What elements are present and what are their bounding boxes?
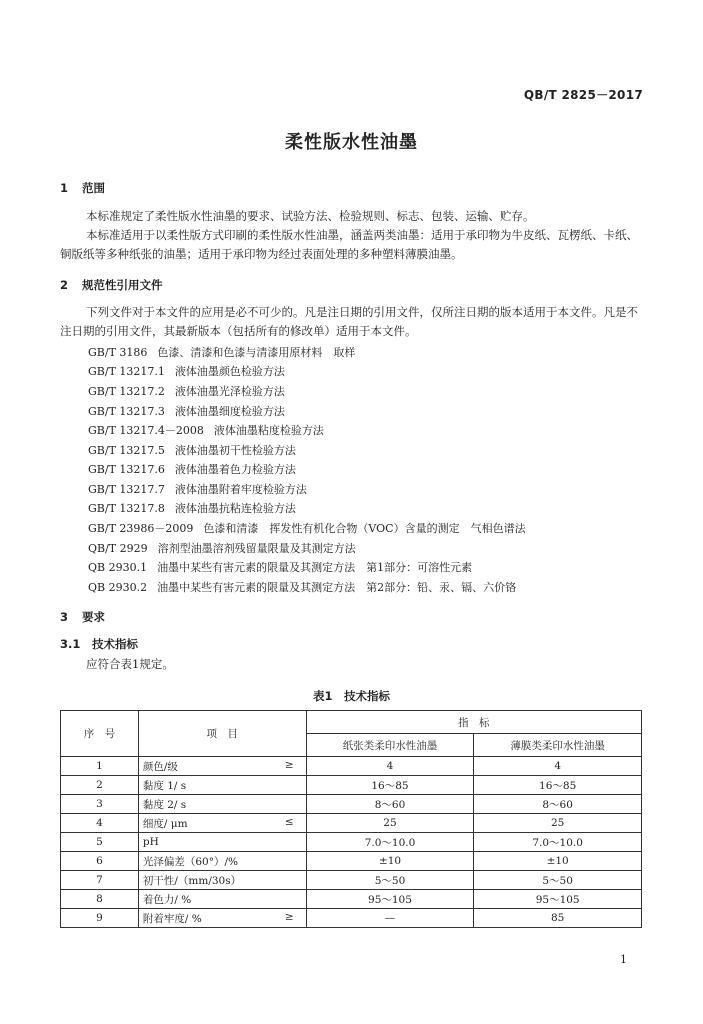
reference-item — [88, 403, 285, 419]
cell-no: 4 — [61, 814, 139, 833]
cell-paper: 5～50 — [306, 871, 474, 890]
cell-paper: 16～85 — [306, 776, 474, 795]
reference-name: 色漆、清漆和色漆与清漆用原材料 取样 — [157, 346, 356, 359]
item-symbol: ≥ — [284, 911, 294, 923]
table-header-row — [61, 711, 642, 734]
cell-paper: ±10 — [306, 852, 474, 871]
reference-item — [88, 422, 324, 438]
table-row — [61, 890, 642, 909]
page-number: 1 — [620, 953, 627, 966]
reference-code: QB 2930.2 — [88, 581, 148, 594]
cell-no: 8 — [61, 890, 139, 909]
item-label: 黏度 1/ s — [142, 779, 187, 792]
item-label: 着色力/ % — [142, 893, 192, 906]
table-caption: 表1 技术指标 — [312, 689, 390, 703]
section-title: 范围 — [82, 181, 105, 195]
reference-item — [88, 481, 307, 497]
cell-item — [138, 852, 306, 871]
reference-name: 液体油墨颜色检验方法 — [174, 365, 285, 378]
cell-item — [138, 776, 306, 795]
requirements-paragraph: 应符合表1规定。 — [86, 657, 174, 671]
reference-item — [88, 383, 285, 399]
cell-item — [138, 890, 306, 909]
section-number: 1 — [60, 181, 69, 195]
scope-paragraph-1: 本标准规定了柔性版水性油墨的要求、试验方法、检验规则、标志、包装、运输、贮存。 — [86, 209, 535, 223]
reference-name: 液体油墨细度检验方法 — [174, 405, 285, 418]
cell-item — [138, 814, 306, 833]
item-label: 细度/ μm — [142, 817, 188, 830]
cell-paper: 8～60 — [306, 795, 474, 814]
section-number: 3 — [60, 610, 69, 624]
section-title: 要求 — [82, 610, 105, 624]
table-row — [61, 871, 642, 890]
reference-item — [88, 442, 296, 458]
reference-code: QB/T 2929 — [88, 542, 148, 555]
table-row — [61, 833, 642, 852]
cell-no: 9 — [61, 909, 139, 928]
standard-code: QB/T 2825－2017 — [523, 88, 643, 102]
item-symbol: ≥ — [284, 759, 294, 771]
section-title: 规范性引用文件 — [82, 278, 163, 292]
reference-code: GB/T 13217.5 — [88, 444, 165, 457]
cell-item — [138, 757, 306, 776]
header-paper-ink: 纸张类柔印水性油墨 — [306, 734, 474, 757]
reference-name: 色漆和清漆 挥发性有机化合物（VOC）含量的测定 气相色谱法 — [203, 522, 526, 535]
cell-film: ±10 — [474, 852, 642, 871]
cell-film: 8～60 — [474, 795, 642, 814]
table-row — [61, 795, 642, 814]
page-title: 柔性版水性油墨 — [285, 132, 418, 153]
section-heading-references — [60, 277, 163, 293]
reference-name: 液体油墨初干性检验方法 — [174, 444, 296, 457]
table-row — [61, 776, 642, 795]
item-label: 颜色/级 — [142, 760, 178, 773]
cell-no: 7 — [61, 871, 139, 890]
cell-film: 7.0～10.0 — [474, 833, 642, 852]
item-label: 初干性/（mm/30s） — [142, 874, 242, 887]
reference-code: GB/T 13217.3 — [88, 405, 165, 418]
reference-code: GB/T 13217.8 — [88, 502, 165, 515]
technical-index-table — [60, 710, 642, 928]
reference-name: 油墨中某些有害元素的限量及其测定方法 第2部分：铅、汞、镉、六价铬 — [157, 581, 517, 594]
cell-paper: 25 — [306, 814, 474, 833]
reference-name: 液体油墨着色力检验方法 — [174, 463, 296, 476]
reference-code: QB 2930.1 — [88, 561, 148, 574]
cell-no: 6 — [61, 852, 139, 871]
cell-paper: 4 — [306, 757, 474, 776]
cell-film: 16～85 — [474, 776, 642, 795]
reference-code: GB/T 13217.6 — [88, 463, 165, 476]
header-film-ink: 薄膜类柔印水性油墨 — [474, 734, 642, 757]
cell-no: 3 — [61, 795, 139, 814]
header-item: 项 目 — [138, 711, 306, 757]
reference-item — [88, 520, 526, 536]
reference-item — [88, 559, 472, 575]
cell-item — [138, 795, 306, 814]
table-row — [61, 757, 642, 776]
reference-item — [88, 461, 296, 477]
reference-item — [88, 344, 355, 360]
item-symbol: ≤ — [284, 816, 294, 828]
reference-name: 油墨中某些有害元素的限量及其测定方法 第1部分：可溶性元素 — [157, 561, 473, 574]
header-index: 指 标 — [306, 711, 641, 734]
cell-paper: — — [306, 909, 474, 928]
item-label: 黏度 2/ s — [142, 798, 187, 811]
cell-film: 5～50 — [474, 871, 642, 890]
reference-code: GB/T 13217.2 — [88, 385, 165, 398]
header-no: 序 号 — [61, 711, 139, 757]
cell-film: 95～105 — [474, 890, 642, 909]
cell-no: 2 — [61, 776, 139, 795]
cell-film: 25 — [474, 814, 642, 833]
reference-code: GB/T 23986－2009 — [88, 522, 194, 535]
reference-item — [88, 540, 356, 556]
subsection-number: 3.1 — [60, 637, 81, 651]
cell-item — [138, 909, 306, 928]
cell-no: 5 — [61, 833, 139, 852]
item-label: pH — [142, 836, 159, 848]
item-label: 附着牢度/ % — [142, 912, 202, 925]
reference-item — [88, 363, 285, 379]
table-row — [61, 814, 642, 833]
section-number: 2 — [60, 278, 69, 292]
reference-item — [88, 500, 296, 516]
cell-paper: 95～105 — [306, 890, 474, 909]
reference-code: GB/T 13217.7 — [88, 483, 165, 496]
section-heading-scope — [60, 180, 105, 196]
item-label: 光泽偏差（60°）/% — [142, 855, 239, 868]
subsection-heading-technical — [60, 636, 138, 652]
reference-code: GB/T 13217.4－2008 — [88, 424, 204, 437]
cell-item — [138, 833, 306, 852]
references-paragraph: 下列文件对于本文件的应用是必不可少的。凡是注日期的引用文件，仅所注日期的版本适用于本文件。凡是不注日期的引用文件，其最新版本（包括所有的修改单）适用于本文件。 — [60, 305, 638, 338]
table-row — [61, 909, 642, 928]
reference-name: 溶剂型油墨溶剂残留量限量及其测定方法 — [157, 542, 356, 555]
scope-paragraph-2: 本标准适用于以柔性版方式印刷的柔性版水性油墨，涵盖两类油墨：适用于承印物为牛皮纸、瓦楞纸、卡纸、铜版纸等多种纸张的油墨；适用于承印物为经过表面处理的多种塑料薄膜油墨。 — [60, 228, 638, 261]
cell-paper: 7.0～10.0 — [306, 833, 474, 852]
reference-name: 液体油墨光泽检验方法 — [174, 385, 285, 398]
table-row — [61, 852, 642, 871]
reference-code: GB/T 13217.1 — [88, 365, 165, 378]
reference-name: 液体油墨粘度检验方法 — [213, 424, 324, 437]
section-heading-requirements — [60, 609, 105, 625]
reference-name: 液体油墨抗粘连检验方法 — [174, 502, 296, 515]
cell-item — [138, 871, 306, 890]
cell-no: 1 — [61, 757, 139, 776]
cell-film: 4 — [474, 757, 642, 776]
reference-name: 液体油墨附着牢度检验方法 — [174, 483, 307, 496]
cell-film: 85 — [474, 909, 642, 928]
reference-code: GB/T 3186 — [88, 346, 148, 359]
reference-item — [88, 579, 516, 595]
subsection-title: 技术指标 — [92, 637, 138, 651]
